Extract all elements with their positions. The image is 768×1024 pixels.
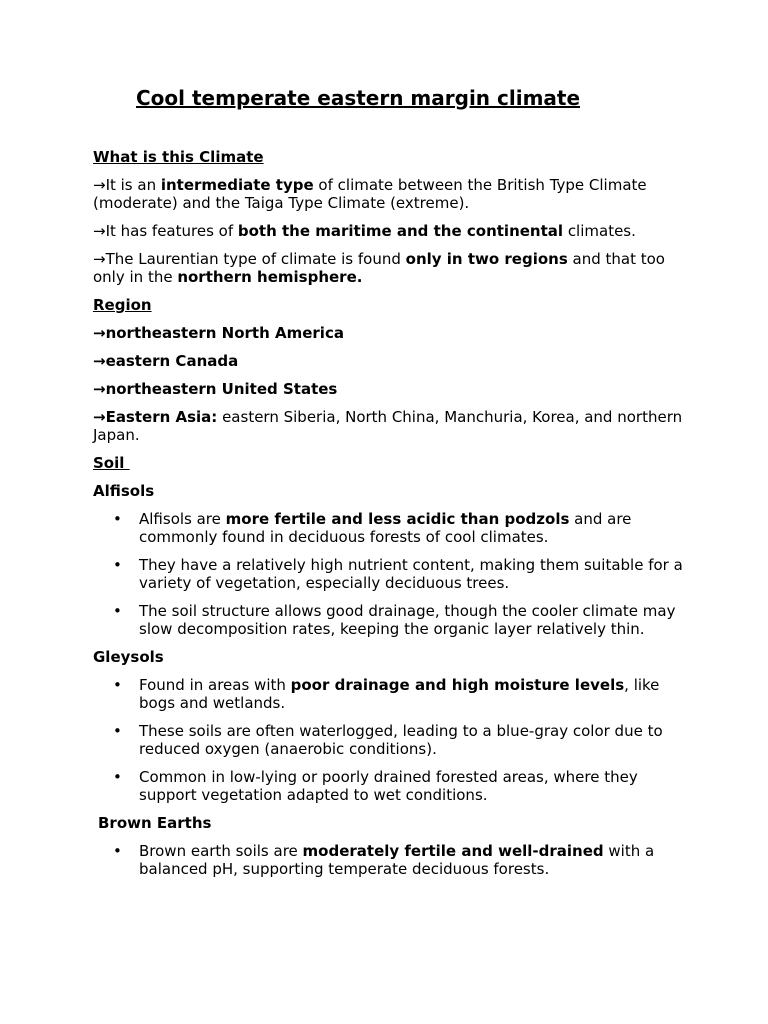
region-item-eastern-asia: →Eastern Asia: eastern Siberia, North China, Manchuria, Korea, and northern Japan. bbox=[93, 408, 683, 444]
subheading-alfisols: Alfisols bbox=[93, 482, 155, 500]
region-item-united-states: →northeastern United States bbox=[93, 380, 338, 398]
gleysols-list bbox=[93, 676, 683, 804]
list-item: • Common in low-lying or poorly drained forested areas, where they support vegetation adapted to wet conditions. bbox=[93, 768, 683, 804]
subheading-brown-earths: Brown Earths bbox=[98, 814, 212, 832]
section-heading-climate: What is this Climate bbox=[93, 148, 264, 166]
document-title: Cool temperate eastern margin climate bbox=[136, 86, 581, 110]
region-item-north-america: →northeastern North America bbox=[93, 324, 344, 342]
paragraph-intermediate: →It is an intermediate type of climate between the British Type Climate (moderate) and the Taiga Type Climate (extreme). bbox=[93, 176, 647, 212]
section-heading-soil: Soil bbox=[93, 454, 130, 472]
subheading-gleysols: Gleysols bbox=[93, 648, 164, 666]
brown-earths-list bbox=[93, 842, 683, 878]
document-body bbox=[93, 148, 683, 888]
list-item: • They have a relatively high nutrient content, making them suitable for a variety of vegetation, especially deciduous trees. bbox=[93, 556, 683, 592]
section-heading-region: Region bbox=[93, 296, 152, 314]
region-item-canada: →eastern Canada bbox=[93, 352, 239, 370]
list-item: • These soils are often waterlogged, leading to a blue-gray color due to reduced oxygen (anaerobic conditions). bbox=[93, 722, 683, 758]
list-item: • Found in areas with poor drainage and high moisture levels, like bogs and wetlands. bbox=[93, 676, 683, 712]
paragraph-features: →It has features of both the maritime and the continental climates. bbox=[93, 222, 636, 240]
list-item: • Alfisols are more fertile and less acidic than podzols and are commonly found in deciduous forests of cool climates. bbox=[93, 510, 683, 546]
paragraph-laurentian: →The Laurentian type of climate is found only in two regions and that too only in the northern hemisphere. bbox=[93, 250, 665, 286]
list-item: • Brown earth soils are moderately fertile and well-drained with a balanced pH, supporting temperate deciduous forests. bbox=[93, 842, 683, 878]
list-item: • The soil structure allows good drainage, though the cooler climate may slow decomposition rates, keeping the organic layer relatively thin. bbox=[93, 602, 683, 638]
alfisols-list bbox=[93, 510, 683, 638]
